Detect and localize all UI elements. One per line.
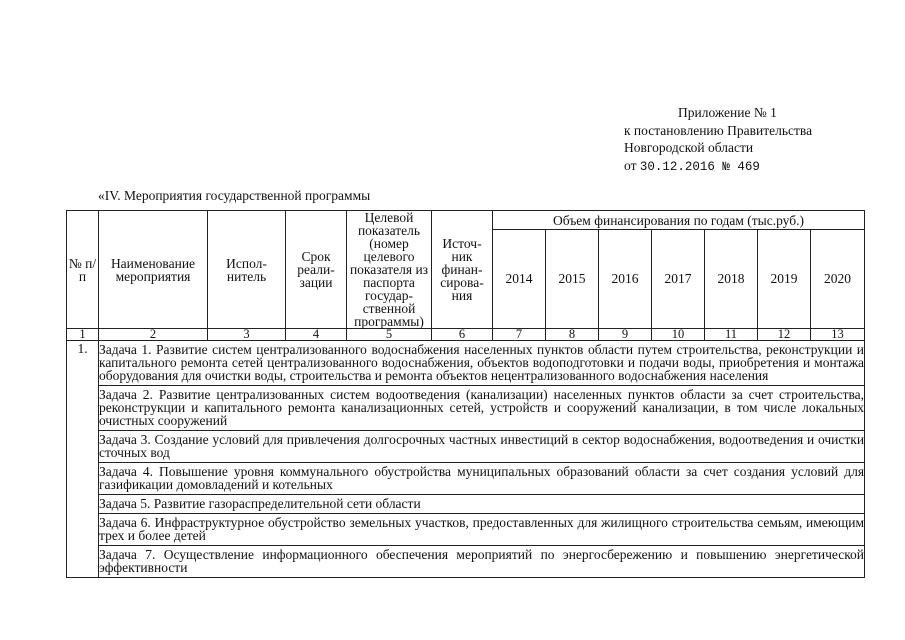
header-executor: Испол- нитель: [208, 211, 286, 329]
table-row: [67, 341, 865, 578]
row-number: 1.: [67, 341, 99, 578]
column-number-row: [67, 329, 865, 341]
header-source: Источ- ник финан- сирова- ния: [432, 211, 493, 329]
header-term: Срок реали- зации: [286, 211, 347, 329]
appendix-region: Новгородской области: [624, 140, 754, 155]
year-header: 2014: [493, 230, 546, 329]
appendix-date-prefix: от: [624, 157, 637, 173]
column-number: 10: [652, 329, 705, 341]
measures-table: [66, 210, 865, 578]
column-number: 6: [432, 329, 493, 341]
task-item: Задача 6. Инфраструктурное обустройство земельных участков, предоставленных для жилищного строительства семьям, имеющим трех и более детей: [99, 514, 864, 546]
header-financing: Объем финансирования по годам (тыс.руб.): [493, 211, 865, 230]
column-number: 9: [599, 329, 652, 341]
column-number: 1: [67, 329, 99, 341]
appendix-title: Приложение № 1: [678, 105, 777, 120]
task-item: Задача 7. Осуществление информационного обеспечения мероприятий по энергосбережению и повышению энергетической эффективности: [99, 547, 865, 575]
tasks-cell: [99, 341, 865, 578]
column-number: 7: [493, 329, 546, 341]
task-item: Задача 2. Развитие централизованных систем водоотведения (канализации) населенных пунктов области за счет строительства, реконструкции и капитального ремонта канализационных сетей, устройств и сооружений канализации, в том числе локальных очистных сооружений: [99, 386, 864, 431]
column-number: 5: [347, 329, 432, 341]
task-item: Задача 3. Создание условий для привлечения долгосрочных частных инвестиций в сектор водоснабжения, водоотведения и очистки сточных вод: [99, 431, 864, 463]
year-header: 2018: [705, 230, 758, 329]
year-header: 2019: [758, 230, 811, 329]
section-title: «IV. Мероприятия государственной программы: [98, 188, 371, 203]
task-item: Задача 5. Развитие газораспределительной сети области: [99, 495, 864, 514]
appendix-date-value: 30.12.2016 № 469: [639, 159, 760, 174]
appendix-resolution: к постановлению Правительства: [624, 122, 813, 138]
column-number: 3: [208, 329, 286, 341]
column-number: 12: [758, 329, 811, 341]
header-name: Наименование мероприятия: [99, 211, 208, 329]
task-item: Задача 4. Повышение уровня коммунального обустройства муниципальных образований области за счет создания условий для газификации домовладений и котельных: [99, 463, 864, 495]
column-number: 13: [811, 329, 865, 341]
column-number: 11: [705, 329, 758, 341]
column-number: 2: [99, 329, 208, 341]
column-number: 4: [286, 329, 347, 341]
year-header: 2016: [599, 230, 652, 329]
appendix-block: [624, 104, 884, 176]
year-header: 2020: [811, 230, 865, 329]
task-item: Задача 1. Развитие систем централизованного водоснабжения населенных пунктов области путем строительства, реконструкции и капитального ремонта сетей централизованного водоснабжения, объектов водоподготовки и подачи воды, приобретения и монтажа оборудования для очистки воды, строительства и ремонта объектов нецентрализованного водоснабжения населения: [99, 341, 864, 386]
year-header: 2015: [546, 230, 599, 329]
appendix-date: [624, 157, 884, 177]
header-num: № п/п: [67, 211, 99, 329]
header-indicator: Целевой показатель (номер целевого показателя из паспорта государ- ственной программы): [347, 211, 432, 329]
column-number: 8: [546, 329, 599, 341]
year-header: 2017: [652, 230, 705, 329]
